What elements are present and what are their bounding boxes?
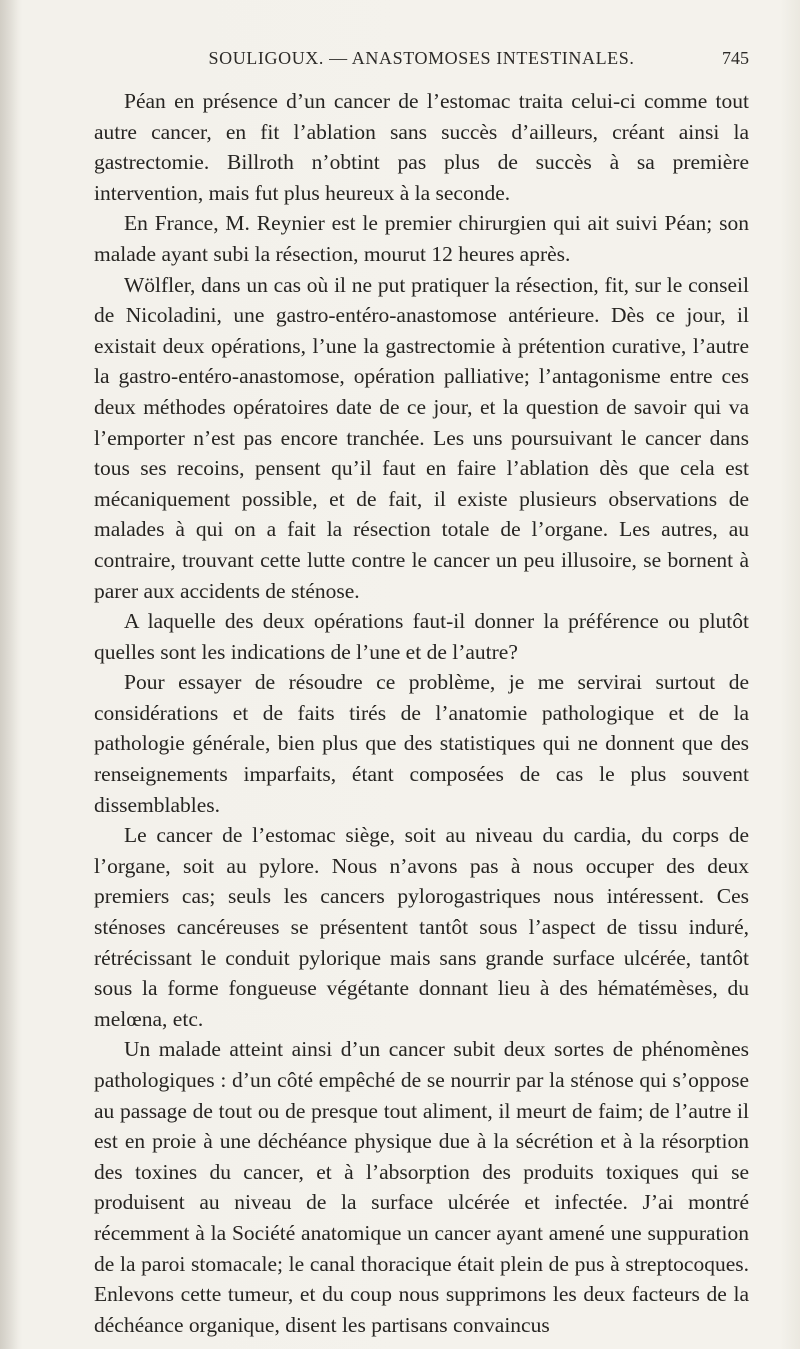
paragraph-pean: Péan en présence d’un cancer de l’estomac traita celui-ci comme tout autre cancer, en fit l’ablation sans succès d’ailleurs, créant ainsi la gastrectomie. Billroth n’obtint pas plus de succès à sa première intervention, mais fut plus heureux à la seconde.	[94, 89, 749, 205]
paragraph-method: Pour essayer de résoudre ce problème, je me servirai surtout de considérations et de faits tirés de l’anatomie pathologique et de la pathologie générale, bien plus que des statistiques qui ne donnent que des renseignements imparfaits, étant composées de cas le plus souvent dissemblables.	[94, 670, 749, 817]
page-header	[94, 48, 749, 80]
body-text	[94, 86, 749, 1340]
paragraph-wolfler: Wölfler, dans un cas où il ne put pratiquer la résection, fit, sur le conseil de Nicoladini, une gastro-entéro-anastomose antérieure. Dès ce jour, il existait deux opérations, l’une la gastrectomie à prétention curative, l’autre la gastro-entéro-anastomose, opération palliative; l’antagonisme entre ces deux méthodes opératoires date de ce jour, et la question de savoir qui va l’emporter n’est pas encore tranchée. Les uns poursuivant le cancer dans tous ses recoins, pensent qu’il faut en faire l’ablation dès que cela est mécaniquement possible, et de fait, il existe plusieurs observations de malades à qui on a fait la résection totale de l’organe. Les autres, au contraire, trouvant cette lutte contre le cancer un peu illusoire, se bornent à parer aux accidents de sténose.	[94, 272, 749, 603]
running-title: SOULIGOUX. — ANASTOMOSES INTESTINALES.	[208, 48, 635, 68]
page-number: 745	[722, 48, 749, 68]
paragraph-location: Le cancer de l’estomac siège, soit au niveau du cardia, du corps de l’organe, soit au pylore. Nous n’avons pas à nous occuper des deux premiers cas; seuls les cancers pylorogastriques nous intéressent. Ces sténoses cancéreuses se présentent tantôt sous l’aspect de tissu induré, rétrécissant le conduit pylorique mais sans grande surface ulcérée, tantôt sous la forme fongueuse végétante donnant lieu à des hématémèses, du melœna, etc.	[94, 823, 749, 1031]
paragraph-reynier: En France, M. Reynier est le premier chirurgien qui ait suivi Péan; son malade ayant subi la résection, mourut 12 heures après.	[94, 211, 749, 266]
paragraph-question: A laquelle des deux opérations faut-il donner la préférence ou plutôt quelles sont les indications de l’une et de l’autre?	[94, 609, 749, 664]
page-gutter-shadow	[0, 0, 22, 1349]
paragraph-phenomena: Un malade atteint ainsi d’un cancer subit deux sortes de phénomènes pathologiques : d’un côté empêché de se nourrir par la sténose qui s’oppose au passage de tout ou de presque tout aliment, il meurt de faim; de l’autre il est en proie à une déchéance physique due à la sécrétion et à la résorption des toxines du cancer, et à l’absorption des produits toxiques qui se produisent au niveau de la surface ulcérée et infectée. J’ai montré récemment à la Société anatomique un cancer ayant amené une suppuration de la paroi stomacale; le canal thoracique était plein de pus à streptocoques. Enlevons cette tumeur, et du coup nous supprimons les deux facteurs de la déchéance organique, disent les partisans convaincus	[94, 1037, 749, 1337]
